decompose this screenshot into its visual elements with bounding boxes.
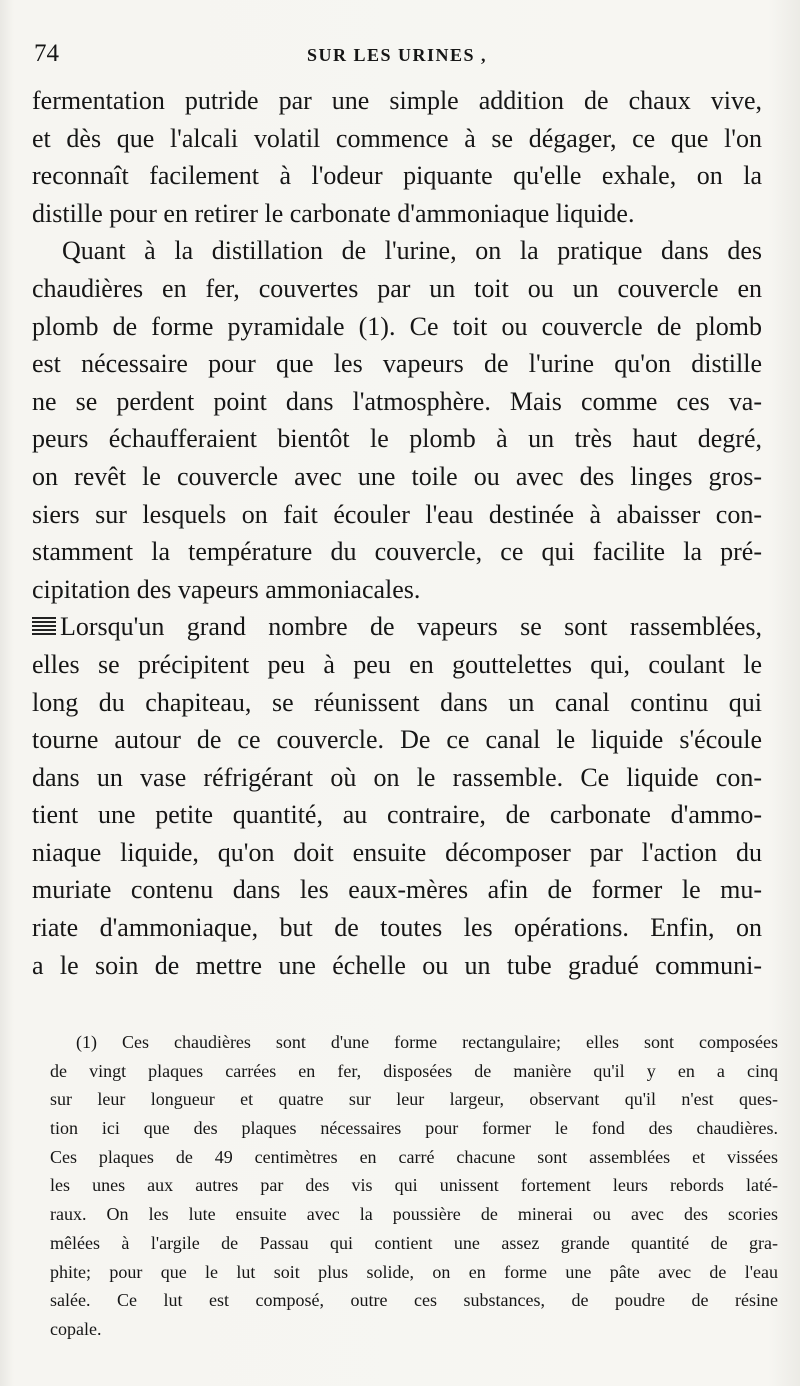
footnote-line: tion ici que des plaques nécessaires pour former le fond des chaudières.	[50, 1118, 778, 1139]
text-line: cipitation des vapeurs ammoniacales.	[32, 574, 421, 604]
footnote-line: (1) Ces chaudières sont d'une forme rectangulaire; elles sont composées	[76, 1032, 778, 1052]
footnote-line: copale.	[50, 1318, 102, 1339]
text-line: tourne autour de ce couvercle. De ce canal le liquide s'écoule	[32, 725, 762, 755]
text-line: elles se précipitent peu à peu en gouttelettes qui, coulant le	[32, 649, 762, 679]
text-line: reconnaît facilement à l'odeur piquante qu'elle exhale, on la	[32, 161, 762, 191]
footnote-line: de vingt plaques carrées en fer, disposées de manière qu'il y en a cinq	[50, 1060, 778, 1081]
footnote-line: mêlées à l'argile de Passau qui contient une assez grande quantité de gra-	[50, 1232, 778, 1253]
text-line: muriate contenu dans les eaux-mères afin de former le mu-	[32, 875, 762, 905]
text-line: Quant à la distillation de l'urine, on la pratique dans des	[62, 236, 762, 266]
text-line: on revêt le couvercle avec une toile ou avec des linges gros-	[32, 461, 762, 491]
text-line: et dès que l'alcali volatil commence à se dégager, ce que l'on	[32, 123, 762, 153]
page-header	[30, 40, 764, 76]
text-line: siers sur lesquels on fait écouler l'eau destinée à abaisser con-	[32, 499, 762, 529]
footnote-line: raux. On les lute ensuite avec la poussière de minerai ou avec des scories	[50, 1204, 778, 1225]
text-line: peurs échaufferaient bientôt le plomb à un très haut degré,	[32, 424, 762, 454]
footnote-line: salée. Ce lut est composé, outre ces substances, de poudre de résine	[50, 1290, 778, 1311]
text-line: a le soin de mettre une échelle ou un tube gradué communi-	[32, 950, 762, 980]
footnote-line: phite; pour que le lut soit plus solide, on en forme une pâte avec de l'eau	[50, 1261, 778, 1282]
main-text	[32, 82, 762, 984]
page-number: 74	[34, 40, 59, 67]
running-title: SUR LES URINES ,	[306, 45, 488, 65]
text-line: tient une petite quantité, au contraire, de carbonate d'ammo-	[32, 800, 762, 830]
footnote-line: sur leur longueur et quatre sur leur largeur, observant qu'il n'est ques-	[50, 1089, 778, 1110]
text-line: chaudières en fer, couvertes par un toit ou un couvercle en	[32, 273, 762, 303]
footnote	[50, 1028, 778, 1344]
text-line: distille pour en retirer le carbonate d'ammoniaque liquide.	[32, 198, 635, 228]
text-line: riate d'ammoniaque, but de toutes les opérations. Enfin, on	[32, 913, 762, 943]
text-line: est nécessaire pour que les vapeurs de l'urine qu'on distille	[32, 349, 762, 379]
text-line-with-mark	[32, 608, 762, 646]
footnote-line: les unes aux autres par des vis qui unissent fortement leurs rebords laté-	[50, 1175, 778, 1196]
text-line: niaque liquide, qu'on doit ensuite décomposer par l'action du	[32, 837, 762, 867]
text-line: plomb de forme pyramidale (1). Ce toit ou couvercle de plomb	[32, 311, 762, 341]
text-line: Lorsqu'un grand nombre de vapeurs se sont rassemblées,	[60, 612, 762, 642]
text-line: dans un vase réfrigérant où on le rassemble. Ce liquide con-	[32, 762, 762, 792]
text-line: fermentation putride par une simple addition de chaux vive,	[32, 86, 762, 115]
text-line: stamment la température du couvercle, ce qui facilite la pré-	[32, 537, 762, 567]
text-line: long du chapiteau, se réunissent dans un canal continu qui	[32, 687, 762, 717]
footnote-line: Ces plaques de 49 centimètres en carré chacune sont assemblées et vissées	[50, 1146, 778, 1167]
text-line: ne se perdent point dans l'atmosphère. Mais comme ces va-	[32, 386, 762, 416]
paragraph-mark-icon	[32, 617, 56, 637]
